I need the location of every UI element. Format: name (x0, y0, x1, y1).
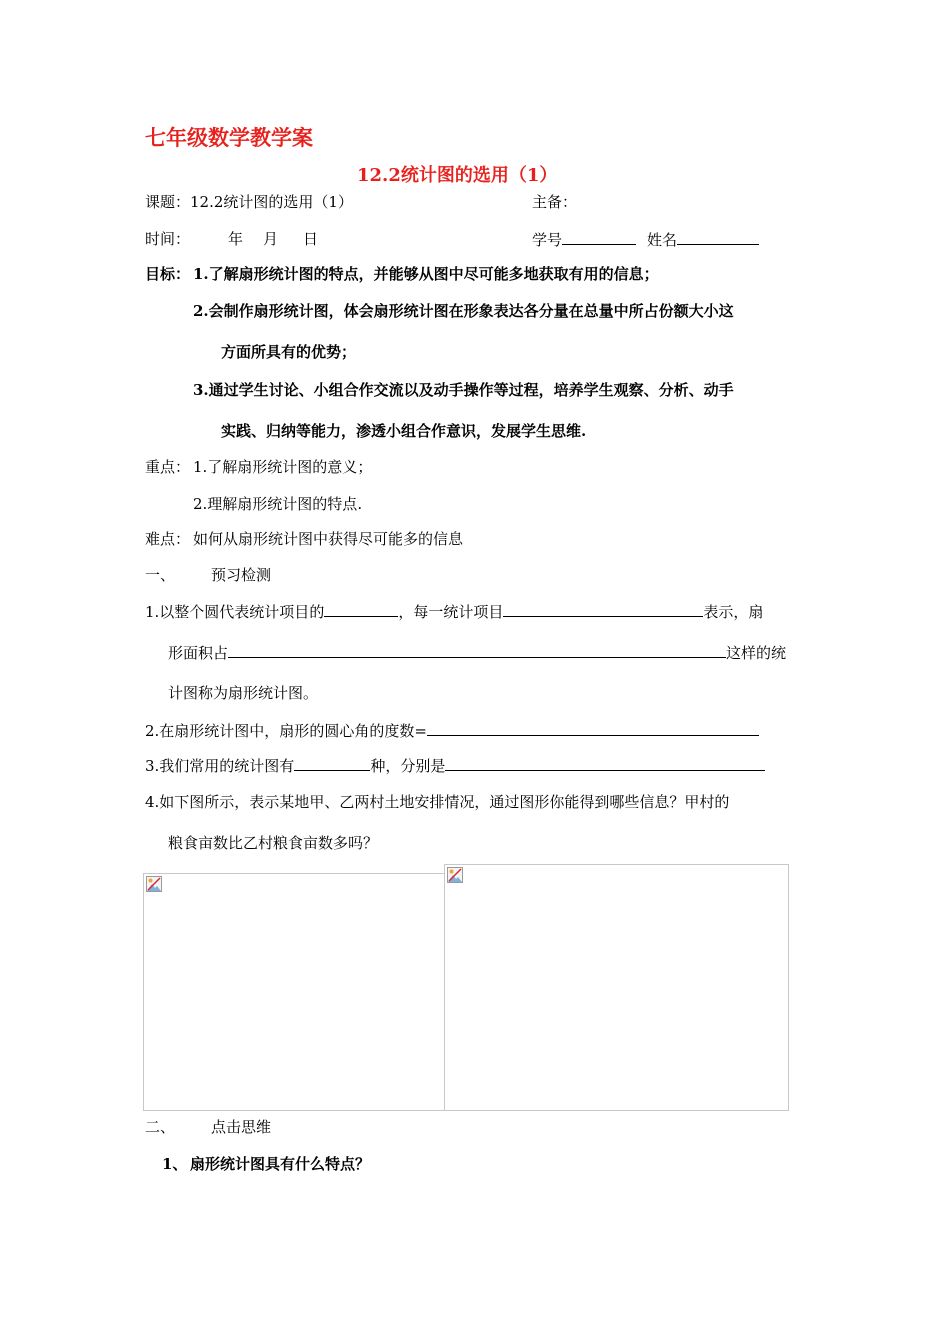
section2-number: 二、 (145, 1118, 176, 1136)
name-label: 姓名 (647, 231, 678, 249)
q1-text-d: 形面积占 (168, 644, 229, 662)
question-3 (145, 755, 765, 776)
question-1-line2 (168, 642, 786, 663)
day-label: 日 (303, 230, 319, 248)
q1-text-b: ，每一统计项目 (398, 603, 504, 621)
question-2 (145, 720, 759, 741)
section2-q1-text: 扇形统计图具有什么特点？ (190, 1155, 371, 1173)
q3-blank-1[interactable] (294, 755, 370, 771)
time-label: 时间： (145, 230, 191, 248)
key-point-1: 1.了解扇形统计图的意义； (193, 458, 373, 476)
section2-title: 点击思维 (211, 1118, 272, 1136)
name-blank[interactable] (677, 229, 759, 245)
section2-q1-number: 1、 (162, 1155, 188, 1173)
section1-number: 一、 (145, 566, 176, 584)
objective-2-cont: 方面所具有的优势； (221, 343, 357, 361)
preparer-label: 主备： (532, 193, 578, 211)
topic-label: 课题：12.2统计图的选用（1） (145, 193, 353, 211)
key-point-2: 2.理解扇形统计图的特点. (193, 495, 363, 513)
village-a-chart-image (143, 873, 446, 1111)
student-id-blank[interactable] (562, 229, 636, 245)
q1-text-c: 表示，扇 (703, 603, 764, 621)
broken-image-icon (447, 867, 463, 883)
objectives-label: 目标： (145, 265, 191, 283)
q3-text-a: 3.我们常用的统计图有 (145, 757, 295, 775)
year-label: 年 (228, 230, 244, 248)
q1-blank-1[interactable] (324, 601, 398, 617)
q1-blank-3[interactable] (228, 642, 726, 658)
student-id-field[interactable] (532, 229, 636, 250)
month-label: 月 (263, 230, 279, 248)
objective-1: 1.了解扇形统计图的特点，并能够从图中尽可能多地获取有用的信息； (193, 265, 659, 283)
question-1-line1 (145, 601, 763, 622)
difficulty-text: 如何从扇形统计图中获得尽可能多的信息 (193, 530, 464, 548)
broken-image-icon (146, 876, 162, 892)
q1-text-e: 这样的统 (726, 644, 787, 662)
objective-2: 2.会制作扇形统计图，体会扇形统计图在形象表达各分量在总量中所占份额大小这 (193, 302, 734, 320)
lesson-title: 12.2统计图的选用（1） (357, 165, 558, 186)
question-4-line1: 4.如下图所示，表示某地甲、乙两村土地安排情况，通过图形你能得到哪些信息？甲村的 (145, 793, 730, 811)
difficulty-label: 难点： (145, 530, 191, 548)
student-id-label: 学号 (532, 231, 563, 249)
question-4-line2: 粮食亩数比乙村粮食亩数多吗？ (168, 834, 379, 852)
q2-blank[interactable] (427, 720, 759, 736)
q1-blank-2[interactable] (503, 601, 703, 617)
village-b-chart-image (444, 864, 789, 1111)
name-field[interactable] (647, 229, 759, 250)
question-1-line3: 计图称为扇形统计图。 (168, 684, 319, 702)
section1-title: 预习检测 (211, 566, 272, 584)
q3-blank-2[interactable] (445, 755, 765, 771)
key-points-label: 重点： (145, 458, 191, 476)
q1-text-a: 1.以整个圆代表统计项目的 (145, 603, 325, 621)
q2-text: 2.在扇形统计图中，扇形的圆心角的度数= (145, 722, 427, 740)
document-title: 七年级数学教学案 (145, 125, 313, 150)
objective-3: 3.通过学生讨论、小组合作交流以及动手操作等过程，培养学生观察、分析、动手 (193, 381, 734, 399)
q3-text-b: 种，分别是 (370, 757, 446, 775)
objective-3-cont: 实践、归纳等能力，渗透小组合作意识，发展学生思维. (221, 422, 587, 440)
